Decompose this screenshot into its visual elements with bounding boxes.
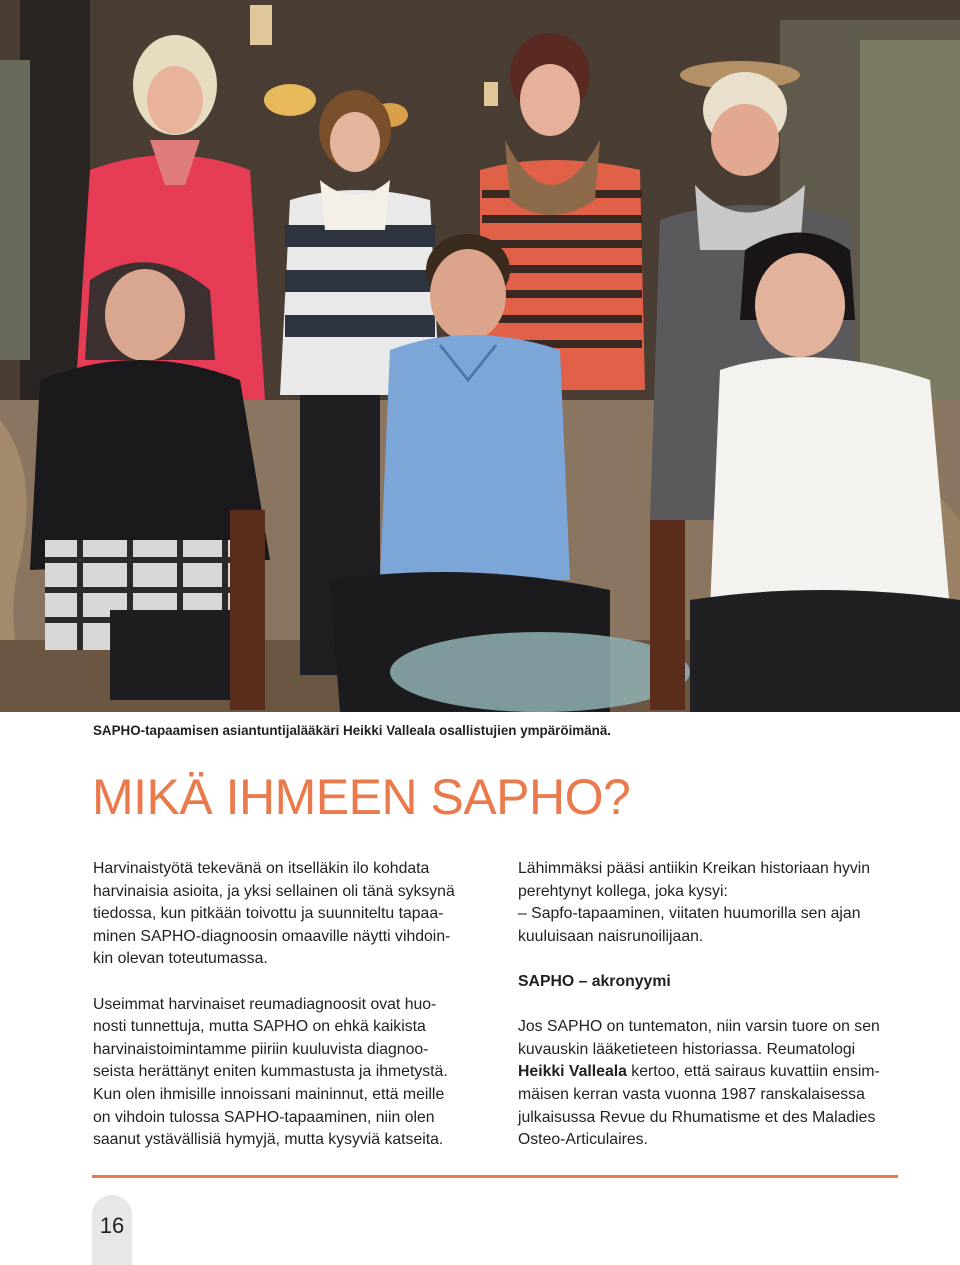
text-line: Lähimmäksi pääsi antiikin Kreikan historiaan hyvin — [518, 860, 871, 877]
person-name: Heikki Valleala — [518, 1063, 627, 1081]
text-line: – Sapfo-tapaaminen, viitaten huumorilla sen ajan — [518, 905, 861, 923]
text-line: kuuluisaan naisrunoilijaan. — [518, 927, 704, 945]
right-column — [518, 858, 908, 1152]
intro-paragraph — [93, 858, 481, 971]
text-line: on vihdoin tulossa SAPHO-tapaaminen, niin olen — [93, 1108, 435, 1126]
text-line: julkaisussa Revue du Rhumatisme et des Maladies — [518, 1108, 876, 1126]
text-line: perehtynyt kollega, joka kysyi: — [518, 882, 728, 900]
anecdote-paragraph — [518, 858, 908, 948]
text-line: Jos SAPHO on tuntematon, niin varsin tuore on sen — [518, 1018, 880, 1036]
page-number: 16 — [99, 1213, 125, 1238]
text-line: seista herättänyt eniten kummastusta ja ihmetystä. — [93, 1063, 448, 1081]
text-line: kuvauskin lääketieteen historiassa. Reumatologi — [518, 1040, 856, 1058]
text-line: Harvinaistyötä tekevänä on itselläkin ilo kohdata — [93, 860, 430, 877]
text-line: Useimmat harvinaiset reumadiagnoosit ovat huo- — [93, 995, 437, 1013]
photo-caption: SAPHO-tapaamisen asiantuntijalääkäri Heikki Valleala osallistujien ympäröimänä. — [93, 723, 611, 738]
footer-rule — [92, 1175, 898, 1178]
text-line: mäisen kerran vasta vuonna 1987 ranskalaisessa — [518, 1085, 865, 1103]
text-line: Osteo-Articulaires. — [518, 1131, 648, 1149]
text-line: minen SAPHO-diagnoosin omaaville näytti vihdoin- — [93, 927, 451, 945]
text-line: harvinaisia asioita, ja yksi sellainen oli tänä syksynä — [93, 882, 455, 900]
body-paragraph — [93, 994, 481, 1152]
acronym-paragraph — [518, 1016, 908, 1152]
text-line: Kun olen ihmisille innoissani maininnut, että meille — [93, 1085, 445, 1103]
text-line: tiedossa, kun pitkään toivottu ja suunniteltu tapaa- — [93, 905, 444, 923]
text-line: harvinaistoimintamme piiriin kuuluvista diagnoo- — [93, 1040, 429, 1058]
left-column — [93, 858, 481, 1152]
text-line: saanut ystävällisiä hymyjä, mutta kysyviä katseita. — [93, 1131, 444, 1149]
text-line — [518, 1061, 908, 1084]
article-title: MIKÄ IHMEEN SAPHO? — [92, 769, 631, 825]
text-line: kin olevan toteutumassa. — [93, 950, 268, 968]
section-subheading: SAPHO – akronyymi — [518, 972, 671, 990]
text-fragment: kertoo, että sairaus kuvattiin ensim- — [626, 1063, 880, 1081]
text-line: nosti tunnettuja, mutta SAPHO on ehkä kaikista — [93, 1018, 426, 1036]
